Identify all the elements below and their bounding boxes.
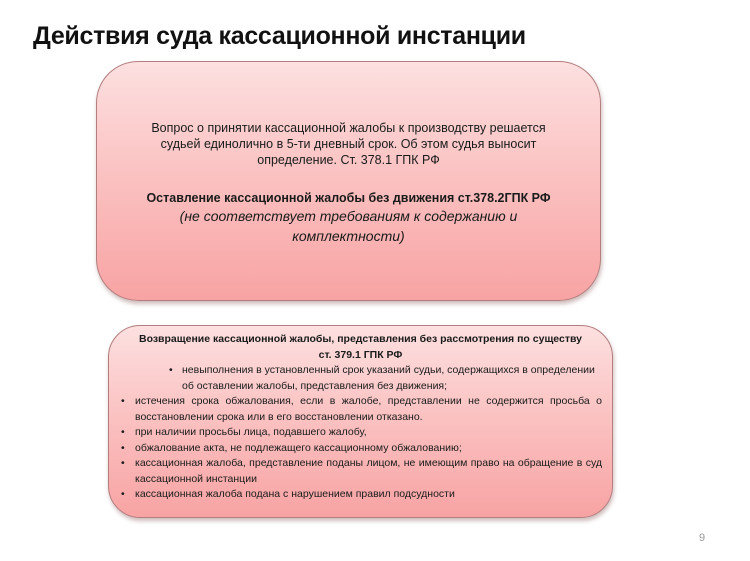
return-heading-line: Возвращение кассационной жалобы, представления без рассмотрения по существу [138,333,583,345]
list-item [119,425,602,441]
bullet-icon: • [121,457,125,469]
admission-decision-box [96,61,601,301]
list-item-text: при наличии просьбы лица, подавшего жалобу, [135,426,367,438]
return-complaint-heading [119,332,602,363]
list-item [119,441,602,457]
list-item-text: обжалование акта, не подлежащего кассационному обжалованию; [135,441,462,454]
return-complaint-box [108,325,613,518]
page-number: 9 [699,532,706,544]
admission-line: определение. Ст. 378.1 ГПК РФ [257,153,440,167]
list-item-text: кассационная жалоба, представление поданы лицом, не имеющим право на обращение в суд кассационной инстанции [135,457,602,485]
list-item [119,487,602,503]
list-item-text: истечения срока обжалования, если в жалобе, представлении не содержится просьба о восстановлении срока или в его восстановлении отказано. [135,395,602,423]
list-item [119,456,602,487]
leave-without-motion-note-line: комплектности) [292,228,405,244]
bullet-icon: • [121,395,125,407]
return-grounds-list [119,363,602,503]
list-item [119,363,602,394]
leave-without-motion-note-line: (не соответствует требованиям к содержанию и [179,208,518,224]
list-item-text: кассационная жалоба подана с нарушением правил подсудности [135,488,455,500]
bullet-icon: • [121,441,125,454]
admission-line: Вопрос о принятии кассационной жалобы к производству решается [151,121,546,135]
leave-without-motion-heading: Оставление кассационной жалобы без движения ст.378.2ГПК РФ [146,191,551,205]
return-heading-line: ст. 379.1 ГПК РФ [318,348,403,361]
bullet-icon: • [121,488,125,500]
list-item [119,394,602,425]
leave-without-motion-section [117,190,580,246]
admission-paragraph [117,120,580,168]
list-item-text: невыполнения в установленный срок указаний судьи, содержащихся в определении об оставлении жалобы, представления без движения; [182,364,595,392]
admission-line: судьей единолично в 5-ти дневный срок. Об этом судья выносит [160,137,537,151]
slide-title: Действия суда кассационной инстанции [33,22,526,50]
bullet-icon: • [121,426,125,438]
bullet-icon: • [169,364,173,376]
